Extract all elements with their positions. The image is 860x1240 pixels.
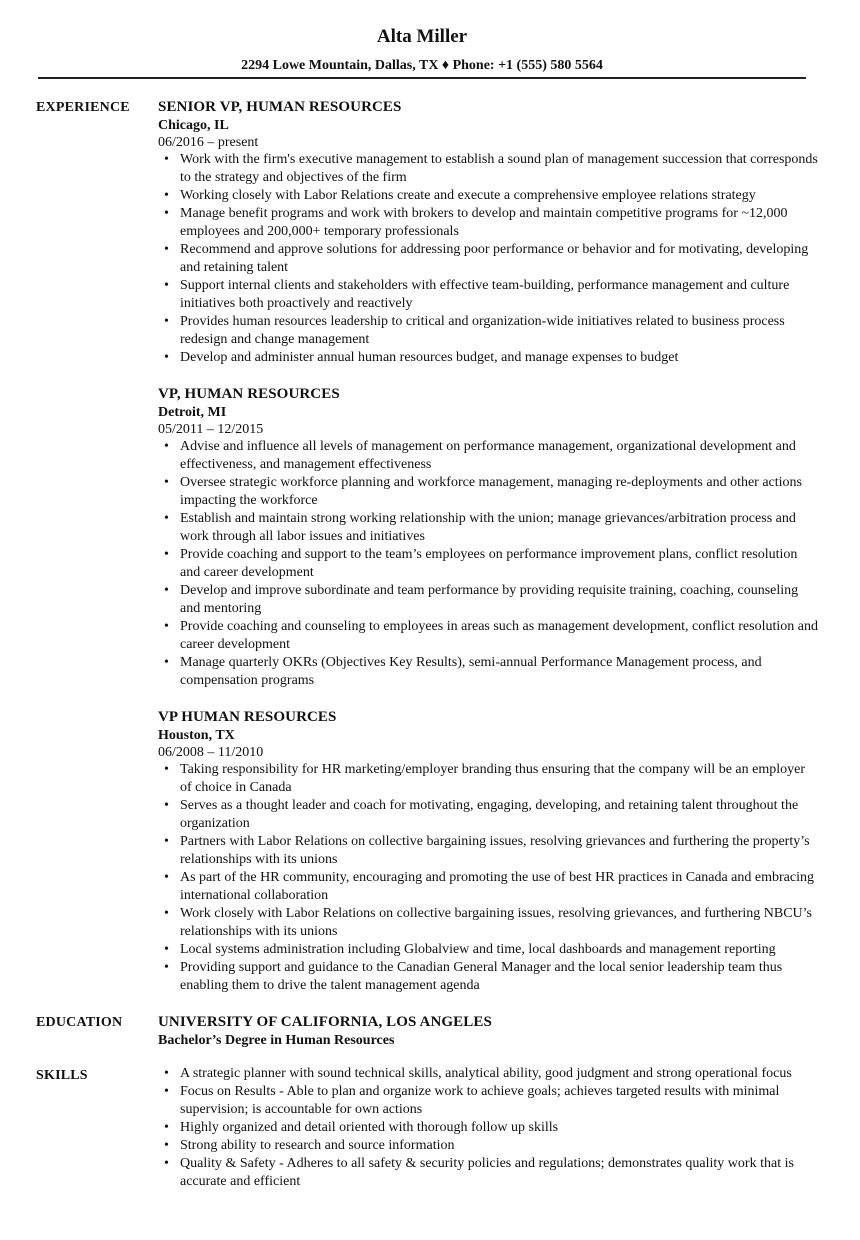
job-bullet: • Manage benefit programs and work with brokers to develop and maintain competitive programs for ~12,000 employees and 200,000+ temporary professionals — [180, 205, 818, 241]
candidate-name: Alta Miller — [376, 26, 468, 47]
job-bullet: • Work with the firm's executive management to establish a sound plan of management succession that corresponds to the strategy and objectives of the firm — [180, 151, 818, 187]
job-dates: 05/2011 – 12/2015 — [158, 422, 264, 437]
job-bullet: • Manage quarterly OKRs (Objectives Key Results), semi-annual Performance Management process, and compensation programs — [180, 654, 818, 690]
experience-list — [158, 97, 818, 995]
job-bullet: • Provides human resources leadership to critical and organization-wide initiatives related to business process redesign and change management — [180, 313, 818, 349]
school-name: UNIVERSITY OF CALIFORNIA, LOS ANGELES — [158, 1014, 492, 1030]
education-heading: EDUCATION — [36, 1015, 123, 1030]
job-location: Detroit, MI — [158, 405, 227, 420]
job-entry — [158, 707, 818, 995]
job-bullet: • Provide coaching and counseling to employees in areas such as management development, conflict resolution and career development — [180, 618, 818, 654]
job-entry — [158, 384, 818, 690]
skill-item: • Focus on Results - Able to plan and organize work to achieve goals; achieves targeted results with minimal supervision; is accountable for own actions — [180, 1083, 818, 1119]
skill-item: • A strategic planner with sound technical skills, analytical ability, good judgment and strong operational focus — [180, 1065, 818, 1083]
skill-item: • Quality & Safety - Adheres to all safety & security policies and regulations; demonstrates quality work that is accurate and efficient — [180, 1155, 818, 1191]
education-details — [158, 1012, 818, 1049]
resume-body — [0, 97, 860, 1191]
job-bullet: • Partners with Labor Relations on collective bargaining issues, resolving grievances and furthering the property’s relationships with its unions — [180, 833, 818, 869]
resume-header — [38, 24, 806, 75]
skill-item: • Strong ability to research and source information — [180, 1137, 818, 1155]
job-location: Houston, TX — [158, 728, 235, 743]
contact-line: 2294 Lowe Mountain, Dallas, TX ♦ Phone: +1 (555) 580 5564 — [241, 58, 603, 73]
job-bullet: • Working closely with Labor Relations create and execute a comprehensive employee relations strategy — [180, 187, 818, 205]
education-section — [0, 1012, 860, 1049]
job-bullets — [158, 438, 818, 690]
skills-section — [0, 1065, 860, 1191]
job-entry — [158, 97, 818, 367]
job-bullet: • Local systems administration including Globalview and time, local dashboards and management reporting — [180, 941, 818, 959]
skills-list — [158, 1065, 818, 1191]
header-divider — [38, 77, 806, 79]
job-bullets — [158, 761, 818, 995]
job-dates: 06/2008 – 11/2010 — [158, 745, 264, 760]
job-bullet: • Taking responsibility for HR marketing/employer branding thus ensuring that the company will be an employer of choice in Canada — [180, 761, 818, 797]
job-bullet: • Support internal clients and stakeholders with effective team-building, performance management and culture initiatives both proactively and reactively — [180, 277, 818, 313]
job-bullet: • Serves as a thought leader and coach for motivating, engaging, developing, and retaining talent throughout the organization — [180, 797, 818, 833]
job-bullet: • Develop and improve subordinate and team performance by providing requisite training, coaching, counseling and mentoring — [180, 582, 818, 618]
job-location: Chicago, IL — [158, 118, 229, 133]
job-bullets — [158, 151, 818, 367]
job-title: SENIOR VP, HUMAN RESOURCES — [158, 99, 402, 115]
job-dates: 06/2016 – present — [158, 135, 259, 150]
skill-item: • Highly organized and detail oriented with thorough follow up skills — [180, 1119, 818, 1137]
job-bullet: • Provide coaching and support to the team’s employees on performance improvement plans, conflict resolution and career development — [180, 546, 818, 582]
degree: Bachelor’s Degree in Human Resources — [158, 1033, 395, 1048]
experience-heading: EXPERIENCE — [36, 100, 130, 115]
job-title: VP, HUMAN RESOURCES — [158, 386, 340, 402]
job-bullet: • Providing support and guidance to the Canadian General Manager and the local senior leadership team thus enabling them to drive the talent management agenda — [180, 959, 818, 995]
job-bullet: • Develop and administer annual human resources budget, and manage expenses to budget — [180, 349, 818, 367]
skills-heading: SKILLS — [36, 1068, 88, 1083]
job-bullet: • Work closely with Labor Relations on collective bargaining issues, resolving grievances, and furthering NBCU’s relationships with its unions — [180, 905, 818, 941]
job-bullet: • Establish and maintain strong working relationship with the union; manage grievances/arbitration process and work through all labor issues and initiatives — [180, 510, 818, 546]
skills-details — [158, 1065, 818, 1191]
job-title: VP HUMAN RESOURCES — [158, 709, 337, 725]
job-bullet: • As part of the HR community, encouraging and promoting the use of best HR practices in Canada and embracing international collaboration — [180, 869, 818, 905]
job-bullet: • Recommend and approve solutions for addressing poor performance or behavior and for motivating, developing and retaining talent — [180, 241, 818, 277]
job-bullet: • Advise and influence all levels of management on performance management, organizational development and effectiveness, and management effectiveness — [180, 438, 818, 474]
experience-section — [0, 97, 860, 995]
job-bullet: • Oversee strategic workforce planning and workforce management, managing re-deployments and other actions impacting the workforce — [180, 474, 818, 510]
